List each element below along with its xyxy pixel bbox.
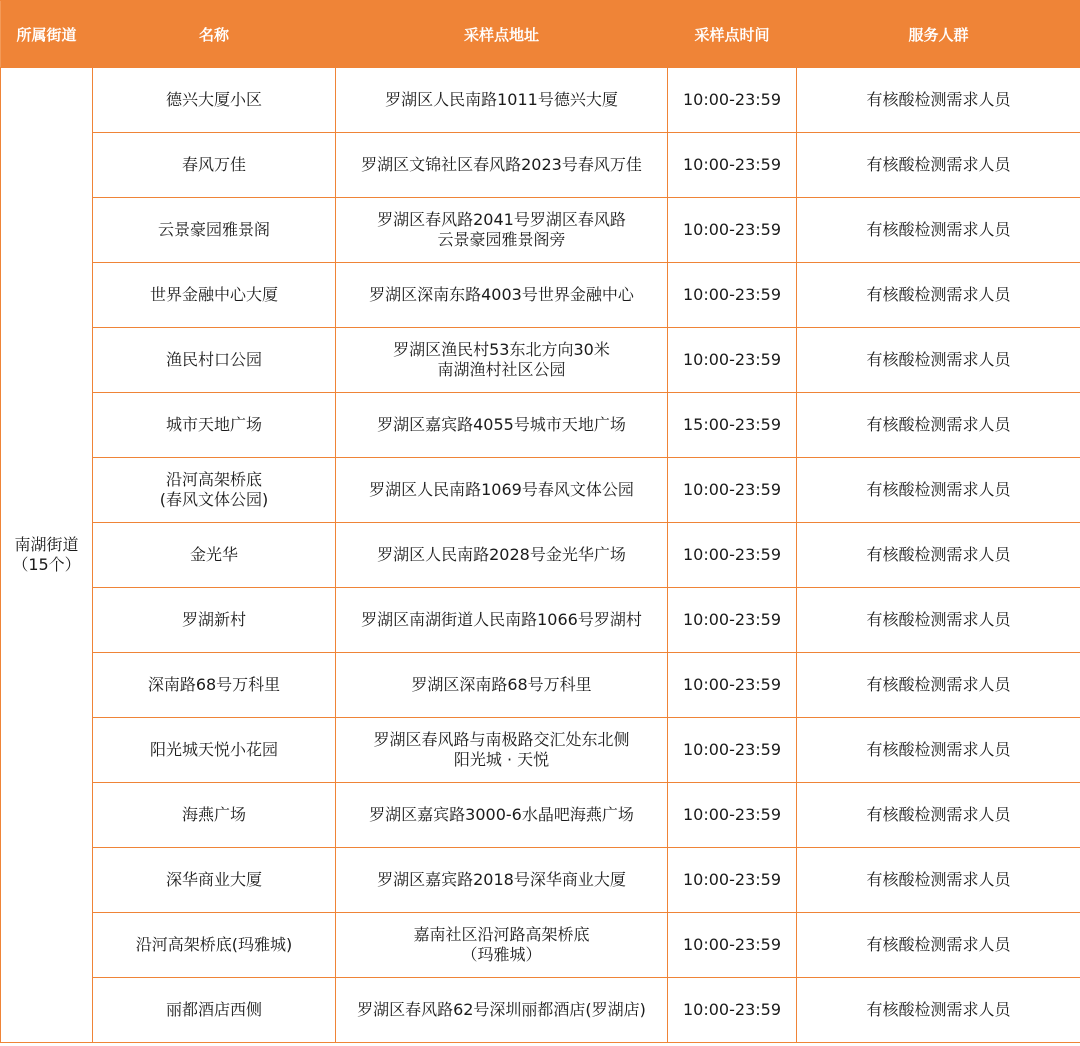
service-group-cell: 有核酸检测需求人员 xyxy=(797,523,1080,588)
site-time-cell: 10:00-23:59 xyxy=(668,458,797,523)
site-name-cell: 沿河高架桥底(玛雅城) xyxy=(93,913,336,978)
service-group-cell: 有核酸检测需求人员 xyxy=(797,978,1080,1043)
table-row xyxy=(1,133,1080,198)
table-body xyxy=(1,68,1080,1043)
site-address-cell: 罗湖区文锦社区春风路2023号春风万佳 xyxy=(336,133,668,198)
site-name-cell: 沿河高架桥底 (春风文体公园) xyxy=(93,458,336,523)
service-group-cell: 有核酸检测需求人员 xyxy=(797,913,1080,978)
site-address-cell: 罗湖区春风路62号深圳丽都酒店(罗湖店) xyxy=(336,978,668,1043)
site-name-cell: 春风万佳 xyxy=(93,133,336,198)
table-row xyxy=(1,978,1080,1043)
site-name-cell: 世界金融中心大厦 xyxy=(93,263,336,328)
service-group-cell: 有核酸检测需求人员 xyxy=(797,848,1080,913)
site-name-cell: 深华商业大厦 xyxy=(93,848,336,913)
site-time-cell: 10:00-23:59 xyxy=(668,588,797,653)
site-time-cell: 15:00-23:59 xyxy=(668,393,797,458)
table-row xyxy=(1,653,1080,718)
site-time-cell: 10:00-23:59 xyxy=(668,68,797,133)
table-row xyxy=(1,263,1080,328)
site-name-cell: 金光华 xyxy=(93,523,336,588)
site-address-cell: 罗湖区嘉宾路3000-6水晶吧海燕广场 xyxy=(336,783,668,848)
site-address-cell: 罗湖区春风路2041号罗湖区春风路 云景豪园雅景阁旁 xyxy=(336,198,668,263)
header-group: 服务人群 xyxy=(797,1,1080,68)
site-time-cell: 10:00-23:59 xyxy=(668,263,797,328)
site-name-cell: 丽都酒店西侧 xyxy=(93,978,336,1043)
site-address-cell: 罗湖区深南路68号万科里 xyxy=(336,653,668,718)
site-name-cell: 渔民村口公园 xyxy=(93,328,336,393)
site-address-cell: 罗湖区渔民村53东北方向30米 南湖渔村社区公园 xyxy=(336,328,668,393)
site-address-cell: 罗湖区嘉宾路4055号城市天地广场 xyxy=(336,393,668,458)
service-group-cell: 有核酸检测需求人员 xyxy=(797,588,1080,653)
site-name-cell: 海燕广场 xyxy=(93,783,336,848)
service-group-cell: 有核酸检测需求人员 xyxy=(797,328,1080,393)
header-time: 采样点时间 xyxy=(668,1,797,68)
site-time-cell: 10:00-23:59 xyxy=(668,653,797,718)
site-name-cell: 德兴大厦小区 xyxy=(93,68,336,133)
table-row xyxy=(1,783,1080,848)
service-group-cell: 有核酸检测需求人员 xyxy=(797,263,1080,328)
service-group-cell: 有核酸检测需求人员 xyxy=(797,718,1080,783)
site-address-cell: 罗湖区嘉宾路2018号深华商业大厦 xyxy=(336,848,668,913)
table-row xyxy=(1,328,1080,393)
service-group-cell: 有核酸检测需求人员 xyxy=(797,133,1080,198)
site-time-cell: 10:00-23:59 xyxy=(668,523,797,588)
site-time-cell: 10:00-23:59 xyxy=(668,133,797,198)
table-row xyxy=(1,848,1080,913)
site-name-cell: 深南路68号万科里 xyxy=(93,653,336,718)
site-name-cell: 阳光城天悦小花园 xyxy=(93,718,336,783)
site-address-cell: 罗湖区人民南路1011号德兴大厦 xyxy=(336,68,668,133)
site-time-cell: 10:00-23:59 xyxy=(668,198,797,263)
site-name-cell: 云景豪园雅景阁 xyxy=(93,198,336,263)
site-address-cell: 嘉南社区沿河路高架桥底 （玛雅城） xyxy=(336,913,668,978)
service-group-cell: 有核酸检测需求人员 xyxy=(797,198,1080,263)
header-name: 名称 xyxy=(93,1,336,68)
site-time-cell: 10:00-23:59 xyxy=(668,848,797,913)
site-address-cell: 罗湖区深南东路4003号世界金融中心 xyxy=(336,263,668,328)
table-row xyxy=(1,198,1080,263)
site-address-cell: 罗湖区南湖街道人民南路1066号罗湖村 xyxy=(336,588,668,653)
site-time-cell: 10:00-23:59 xyxy=(668,328,797,393)
site-name-cell: 城市天地广场 xyxy=(93,393,336,458)
table-row xyxy=(1,523,1080,588)
site-name-cell: 罗湖新村 xyxy=(93,588,336,653)
district-cell: 南湖街道 （15个） xyxy=(1,68,93,1043)
service-group-cell: 有核酸检测需求人员 xyxy=(797,68,1080,133)
table-row xyxy=(1,68,1080,133)
site-time-cell: 10:00-23:59 xyxy=(668,783,797,848)
table-row xyxy=(1,588,1080,653)
table-row xyxy=(1,393,1080,458)
table-row xyxy=(1,913,1080,978)
header-row xyxy=(1,1,1080,68)
service-group-cell: 有核酸检测需求人员 xyxy=(797,393,1080,458)
site-address-cell: 罗湖区人民南路1069号春风文体公园 xyxy=(336,458,668,523)
header-district: 所属街道 xyxy=(1,1,93,68)
header-address: 采样点地址 xyxy=(336,1,668,68)
site-address-cell: 罗湖区春风路与南极路交汇处东北侧 阳光城 · 天悦 xyxy=(336,718,668,783)
service-group-cell: 有核酸检测需求人员 xyxy=(797,783,1080,848)
service-group-cell: 有核酸检测需求人员 xyxy=(797,653,1080,718)
table-row xyxy=(1,718,1080,783)
service-group-cell: 有核酸检测需求人员 xyxy=(797,458,1080,523)
site-time-cell: 10:00-23:59 xyxy=(668,718,797,783)
site-time-cell: 10:00-23:59 xyxy=(668,978,797,1043)
site-time-cell: 10:00-23:59 xyxy=(668,913,797,978)
site-address-cell: 罗湖区人民南路2028号金光华广场 xyxy=(336,523,668,588)
table-row xyxy=(1,458,1080,523)
